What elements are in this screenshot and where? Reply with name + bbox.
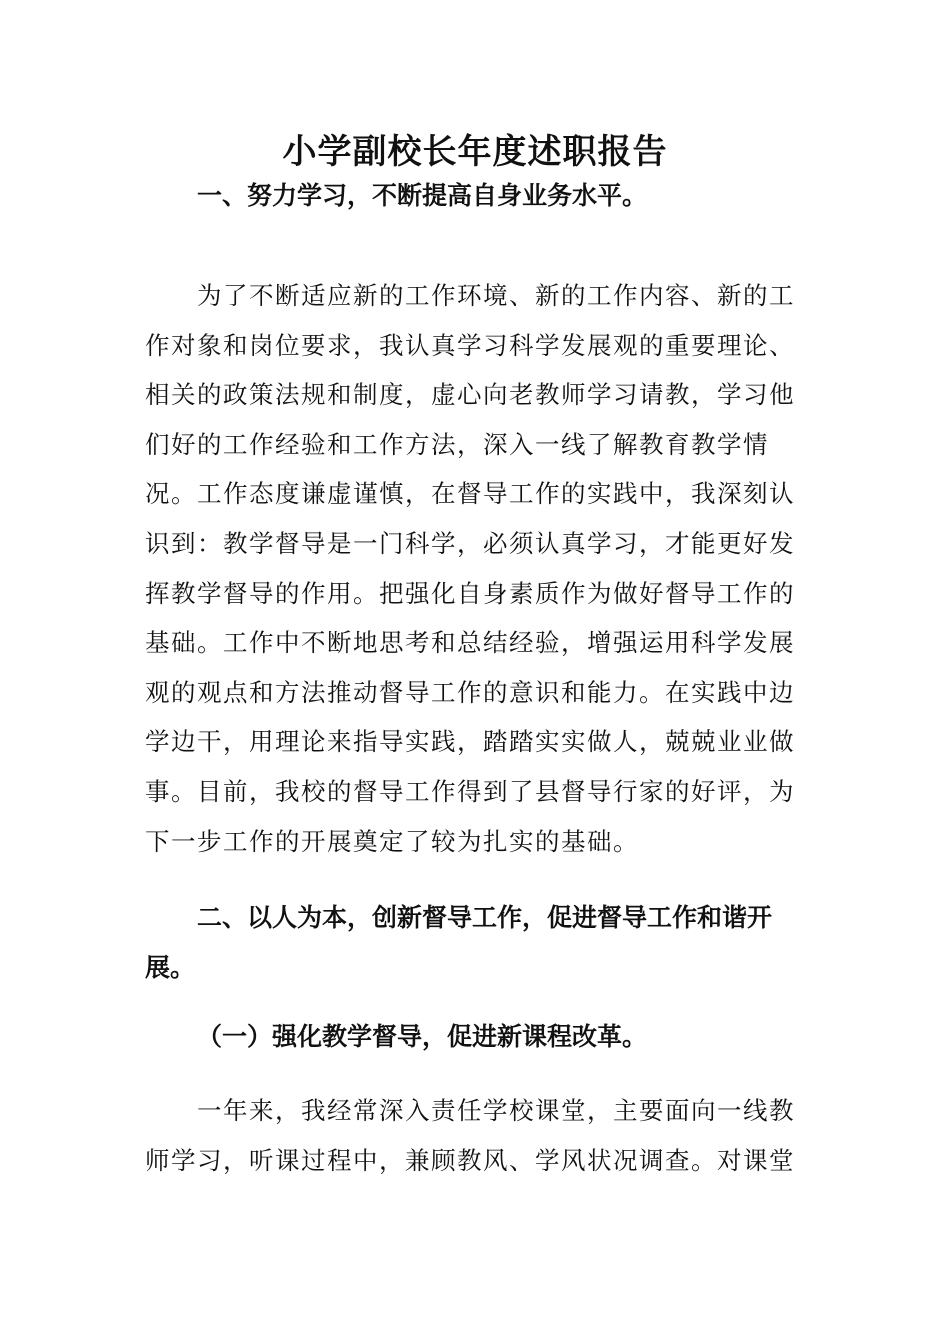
section-2-heading: 二、以人为本，创新督导工作，促进督导工作和谐开展。 xyxy=(145,903,773,982)
section-1-paragraph: 为了不断适应新的工作环境、新的工作内容、新的工作对象和岗位要求，我认真学习科学发展观的重要理论、相关的政策法规和制度，虚心向老教师学习请教，学习他们好的工作经验和工作方法，深入一线了解教育教学情况。工作态度谦虚谨慎，在督导工作的实践中，我深刻认识到：教学督导是一门科学，必须认真学习，才能更好发挥教学督导的作用。把强化自身素质作为做好督导工作的基础。工作中不断地思考和总结经验，增强运用科学发展观的观点和方法推动督导工作的意识和能力。在实践中边学边干，用理论来指导实践，踏踏实实做人，兢兢业业做事。目前，我校的督导工作得到了县督导行家的好评，为下一步工作的开展奠定了较为扎实的基础。 xyxy=(145,281,795,856)
document-title: 小学副校长年度述职报告 xyxy=(282,132,668,172)
section-1-heading: 一、努力学习，不断提高自身业务水平。 xyxy=(197,181,648,210)
subsection-1-paragraph: 一年来，我经常深入责任学校课堂，主要面向一线教师学习，听课过程中，兼顾教风、学风状况调查。对课堂 xyxy=(145,1096,795,1175)
subsection-1-heading: （一）强化教学督导，促进新课程改革。 xyxy=(197,1022,648,1051)
